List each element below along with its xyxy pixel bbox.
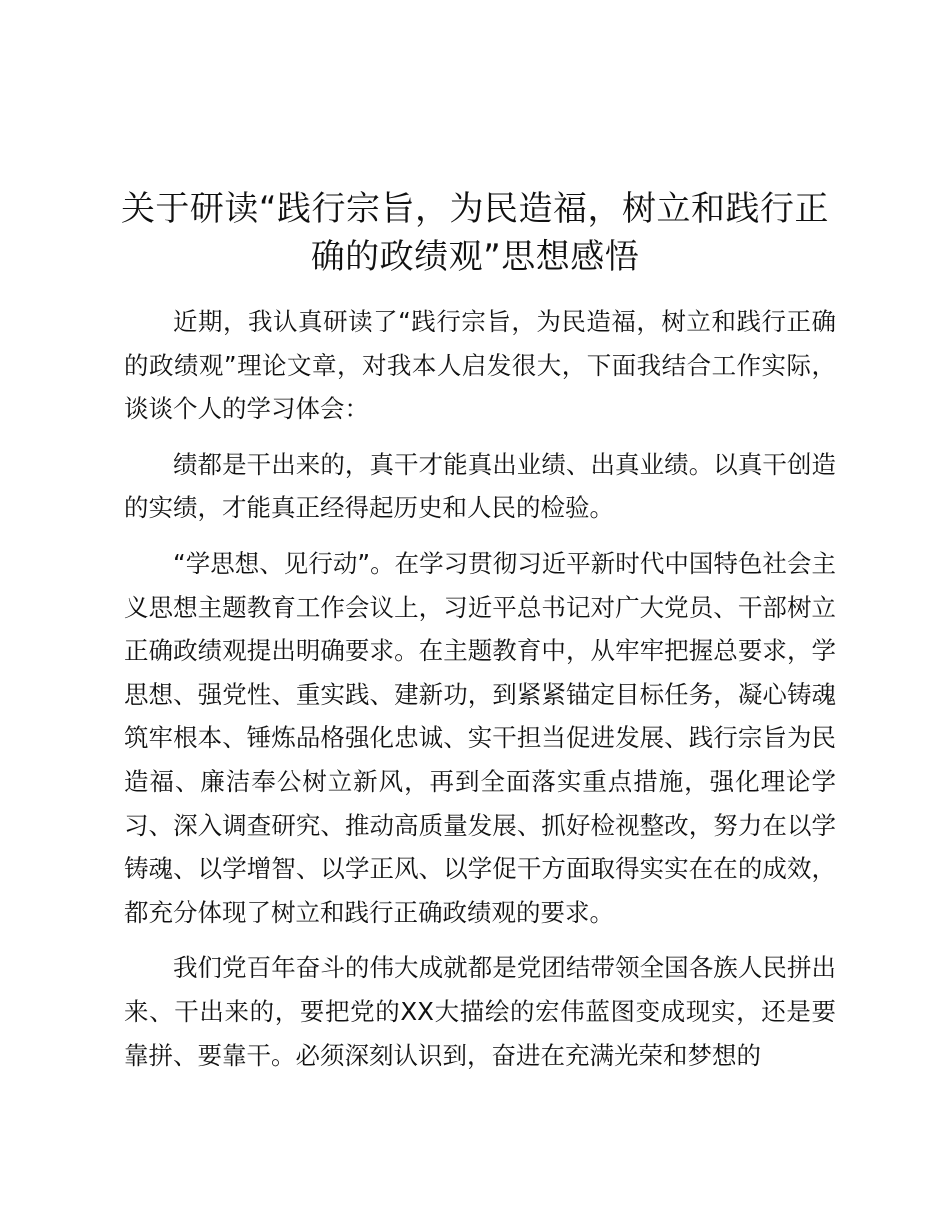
document-title: 关于研读“践行宗旨，为民造福，树立和践行正确的政绩观”思想感悟: [120, 189, 830, 277]
document-body: [124, 300, 836, 1089]
paragraph-1: 近期，我认真研读了“践行宗旨，为民造福，树立和践行正确的政绩观”理论文章，对我本人启发很大，下面我结合工作实际，谈谈个人的学习体会：: [124, 307, 836, 424]
paragraph-3: “学思想、见行动”。在学习贯彻习近平新时代中国特色社会主义思想主题教育工作会议上，习近平总书记对广大党员、干部树立正确政绩观提出明确要求。在主题教育中，从牢牢把握总要求，学思想、强党性、重实践、建新功，到紧紧锚定目标任务，凝心铸魂筑牢根本、锤炼品格强化忠诚、实干担当促进发展、践行宗旨为民造福、廉洁奉公树立新风，再到全面落实重点措施，强化理论学习、深入调查研究、推动高质量发展、抓好检视整改，努力在以学铸魂、以学增智、以学正风、以学促干方面取得实实在在的成效，都充分体现了树立和践行正确政绩观的要求。: [124, 548, 836, 927]
paragraph-2: 绩都是干出来的，真干才能真出业绩、出真业绩。以真干创造的实绩，才能真正经得起历史和人民的检验。: [124, 449, 836, 523]
paragraph-4: 我们党百年奋斗的伟大成就都是党团结带领全国各族人民拼出来、干出来的，要把党的XX大描绘的宏伟蓝图变成现实，还是要靠拼、要靠干。必须深刻认识到，奋进在充满光荣和梦想的: [124, 953, 836, 1070]
